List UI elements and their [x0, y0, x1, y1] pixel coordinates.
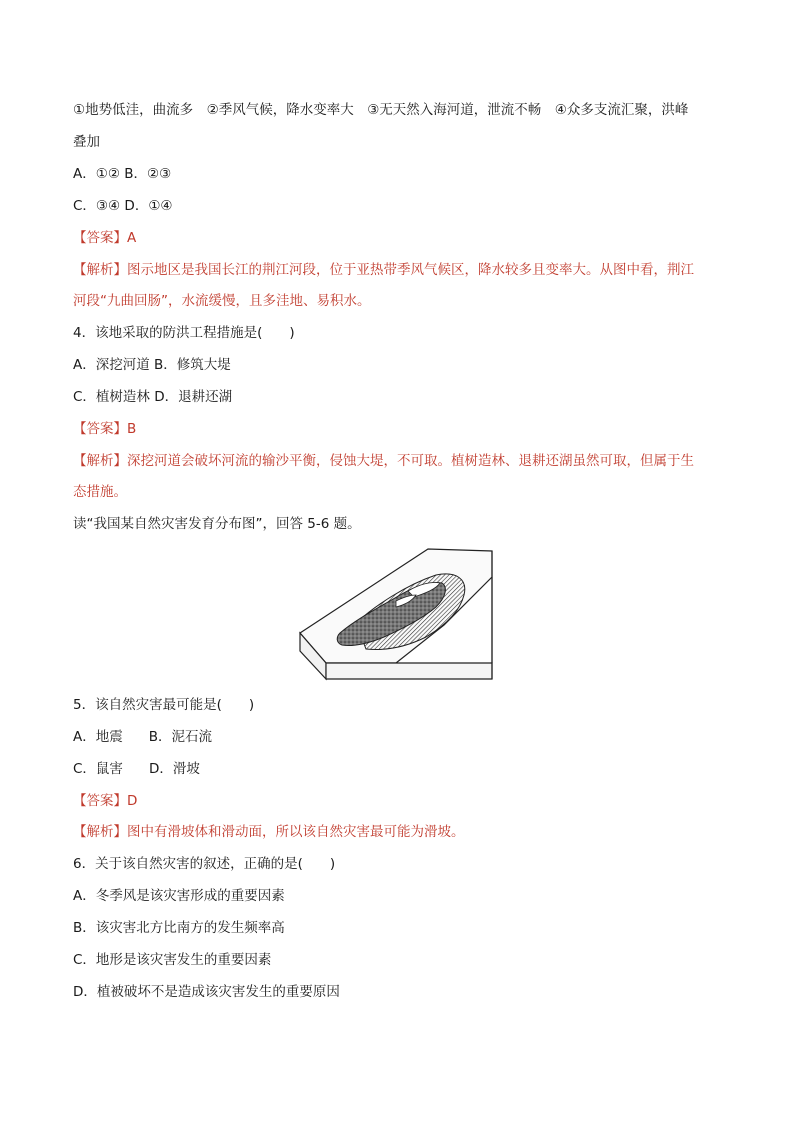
- q5-option-d: D．滑坡: [148, 761, 200, 777]
- answer-value: B: [127, 421, 137, 437]
- analysis-tag: 【解析】: [73, 824, 127, 840]
- intro-5-6: 读“我国某自然灾害发育分布图”，回答 5-6 题。: [73, 516, 361, 532]
- q5-option-c: C．鼠害: [73, 761, 123, 777]
- q3-choices-row-1: A．①② B．②③: [73, 166, 172, 182]
- q3-answer: [73, 228, 136, 248]
- analysis-text: 图示地区是我国长江的荆江河段，位于亚热带季风气候区，降水较多且变率大。从图中看，荆江: [127, 262, 694, 278]
- q5-option-b: B．泥石流: [148, 729, 213, 745]
- q4-analysis-line-2: 态措施。: [73, 484, 127, 500]
- answer-value: D: [127, 793, 138, 809]
- q4-stem: 4．该地采取的防洪工程措施是( ): [73, 325, 295, 341]
- q4-answer: [73, 419, 136, 439]
- q5-answer: [73, 791, 137, 811]
- block-bottom-face: [326, 663, 492, 679]
- q4-choices-row-2: C．植树造林 D．退耕还湖: [73, 389, 233, 405]
- answer-tag: 【答案】: [73, 793, 127, 809]
- analysis-text: 图中有滑坡体和滑动面，所以该自然灾害最可能为滑坡。: [127, 824, 465, 840]
- q5-choices-row-2: [73, 759, 200, 779]
- q4-choices-row-1: A．深挖河道 B．修筑大堤: [73, 357, 231, 373]
- q5-analysis: [73, 822, 465, 842]
- q6-option-d: D．植被破坏不是造成该灾害发生的重要原因: [73, 984, 340, 1000]
- q6-option-b: B．该灾害北方比南方的发生频率高: [73, 920, 285, 936]
- q3-analysis-line-1: [73, 260, 694, 280]
- answer-tag: 【答案】: [73, 230, 127, 246]
- q6-option-a: A．冬季风是该灾害形成的重要因素: [73, 888, 285, 904]
- answer-tag: 【答案】: [73, 421, 127, 437]
- q3-options-line-1: ①地势低洼，曲流多 ②季风气候，降水变率大 ③无天然入海河道，泄流不畅 ④众多支流汇聚，洪峰: [73, 102, 689, 118]
- answer-value: A: [127, 230, 137, 246]
- q3-options-line-2: 叠加: [73, 134, 100, 150]
- q5-option-a: A．地震: [73, 729, 123, 745]
- q3-choices-row-2: C．③④ D．①④: [73, 198, 173, 214]
- q5-stem: 5．该自然灾害最可能是( ): [73, 697, 255, 713]
- analysis-tag: 【解析】: [73, 453, 127, 469]
- q5-choices-row-1: [73, 727, 212, 747]
- analysis-tag: 【解析】: [73, 262, 127, 278]
- q6-stem: 6．关于该自然灾害的叙述，正确的是( ): [73, 856, 336, 872]
- q3-analysis-line-2: 河段“九曲回肠”，水流缓慢，且多洼地、易积水。: [73, 293, 371, 309]
- landslide-diagram: [296, 545, 500, 682]
- q4-analysis-line-1: [73, 451, 694, 471]
- analysis-text: 深挖河道会破坏河流的输沙平衡，侵蚀大堤，不可取。植树造林、退耕还湖虽然可取，但属于生: [127, 453, 694, 469]
- q6-option-c: C．地形是该灾害发生的重要因素: [73, 952, 272, 968]
